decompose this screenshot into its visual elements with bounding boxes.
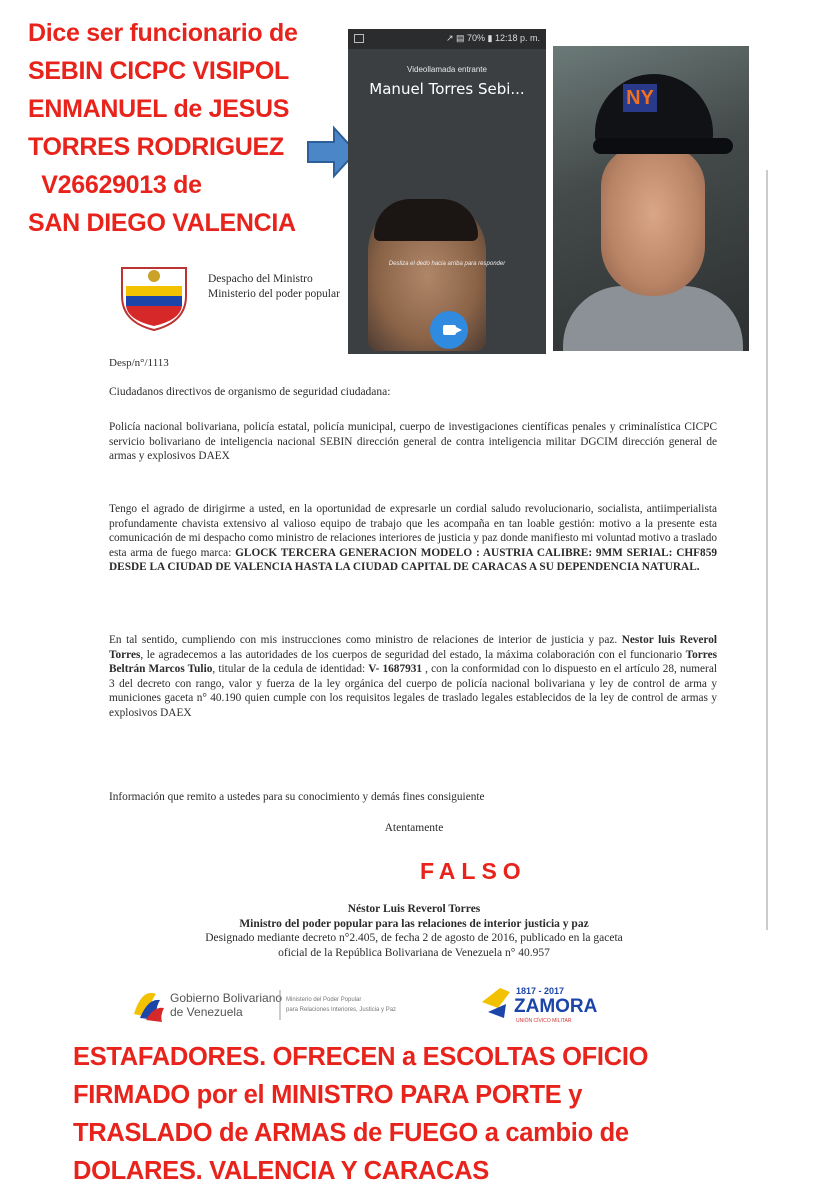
banner-line: ESTAFADORES. OFRECEN a ESCOLTAS OFICIO	[73, 1043, 649, 1071]
signer-title: Ministro del poder popular para las relaciones de interior justicia y paz	[239, 917, 589, 930]
phone-status-bar	[348, 29, 546, 49]
paragraph-body	[109, 502, 717, 575]
claim-line: TORRES RODRIGUEZ	[28, 133, 284, 161]
officer-id: V- 1687931	[368, 663, 423, 676]
gov-logo-text: Gobierno Bolivariano	[170, 991, 283, 1005]
banner-line: TRASLADO de ARMAS de FUEGO a cambio de	[73, 1119, 629, 1147]
zamora-sub: UNIÓN CÍVICO MILITAR	[516, 1018, 572, 1024]
claim-line: Dice ser funcionario de	[28, 19, 298, 47]
gov-logo-text: de Venezuela	[170, 1005, 243, 1019]
officer-name: Torres Beltrán Marcos Tulio	[109, 648, 718, 676]
signer-name: Néstor Luis Reverol Torres	[347, 903, 481, 915]
claim-line: ENMANUEL de JESUS	[28, 95, 290, 123]
claim-line: SEBIN CICPC VISIPOL	[28, 57, 290, 85]
decree-line: oficial de la República Bolivariana de Venezuela n° 40.957	[278, 946, 550, 959]
office-header	[208, 272, 340, 302]
paragraph-closing: Información que remito a ustedes para su conocimiento y demás fines consiguiente	[109, 791, 485, 803]
venezuela-seal-icon	[114, 262, 194, 332]
claim-line: V26629013 de	[28, 171, 202, 199]
zamora-name: ZAMORA	[514, 996, 598, 1017]
cap-logo: NY	[623, 84, 657, 112]
gobierno-bolivariano-logo	[130, 984, 420, 1024]
instructions-text: , le agradecemos a las autoridades de los cuerpos de seguridad del estado, la máxima colaboración con el funcionario	[140, 648, 683, 661]
gov-logo-sub: para Relaciones Interiores, Justicia y Paz	[286, 1007, 397, 1013]
official-letter	[60, 170, 768, 1020]
office-line: Despacho del Ministro	[208, 273, 313, 285]
zamora-logo	[480, 978, 608, 1026]
cap-brim	[593, 138, 733, 154]
minister-name-inline: Nestor luis Reverol Torres	[109, 634, 718, 661]
gov-logo-sub: Ministerio del Poder Popular	[286, 997, 362, 1003]
page-edge	[766, 170, 768, 930]
banner-line: DOLARES. VALENCIA Y CARACAS	[73, 1157, 489, 1185]
instructions-text: , titular de la cedula de identidad:	[212, 663, 366, 676]
false-stamp: FALSO	[420, 858, 527, 884]
status-text: ↗ ▤ 70% ▮ 12:18 p. m.	[445, 33, 540, 43]
reference-number: Desp/n°/1113	[109, 357, 169, 369]
weapon-details: GLOCK TERCERA GENERACION MODELO : AUSTRIA CALIBRE: 9MM SERIAL: CHF859 DESDE LA CIUDAD DE VALENCIA HASTA LA CIUDAD CAPITAL DE CARACAS A SU DEPENDENCIA NATURAL.	[109, 546, 718, 574]
incoming-call-label: Videollamada entrante	[407, 65, 487, 74]
banner-line: FIRMADO por el MINISTRO PARA PORTE y	[73, 1081, 583, 1109]
decree-line: Designado mediante decreto n°2.405, de fecha 2 de agosto de 2016, publicado en la gaceta	[205, 932, 623, 944]
warning-banner	[73, 1038, 793, 1190]
swipe-hint: Desliza el dedo hacia arriba para responder	[388, 261, 506, 267]
paragraph-instructions	[109, 633, 717, 721]
instructions-text: En tal sentido, cumpliendo con mis instrucciones como ministro de relaciones de interior de justicia y paz.	[109, 634, 618, 646]
claim-line: SAN DIEGO VALENCIA	[28, 209, 296, 237]
instructions-text: , con la conformidad con lo dispuesto en el artículo 28, numeral 3 del decreto con rango, valor y fuerza de la ley orgánica del cuerpo de policía nacional bolivariana y ley de control de arma y municiones gaceta n° 40.190 quien cumple con los requisitos legales de traslado legales establecidos de la ley de control de armas y explosivos DAEX	[109, 663, 717, 719]
notification-icon	[354, 34, 364, 43]
zamora-years: 1817 - 2017	[516, 986, 565, 996]
salutation: Ciudadanos directivos de organismo de seguridad ciudadana:	[109, 386, 391, 398]
caller-name: Manuel Torres Sebi...	[369, 80, 525, 98]
signature-block	[60, 902, 768, 960]
office-line: Ministerio del poder popular	[208, 288, 340, 300]
body-text: Tengo el agrado de dirigirme a usted, en la oportunidad de expresarle un cordial saludo revolucionario, socialista, antiimperialista profundamente chavista extensivo al valioso equipo de trabajo que les acompaña en tan loable gestión: motivo a la presente esta comunicación de mi despacho como ministro de relaciones interiores de justicia y paz donde manifiesto mi voluntad motivo a traslado esta arma de fuego marca:	[109, 503, 717, 559]
closing-word: Atentamente	[384, 822, 444, 834]
paragraph-recipients: Policía nacional bolivariana, policía estatal, policía municipal, cuerpo de investigaciones científicas penales y criminalística CICPC servicio bolivariano de inteligencia nacional SEBIN dirección general de contra inteligencia militar DGCIM dirección general de armas y explosivos DAEX	[109, 421, 717, 463]
